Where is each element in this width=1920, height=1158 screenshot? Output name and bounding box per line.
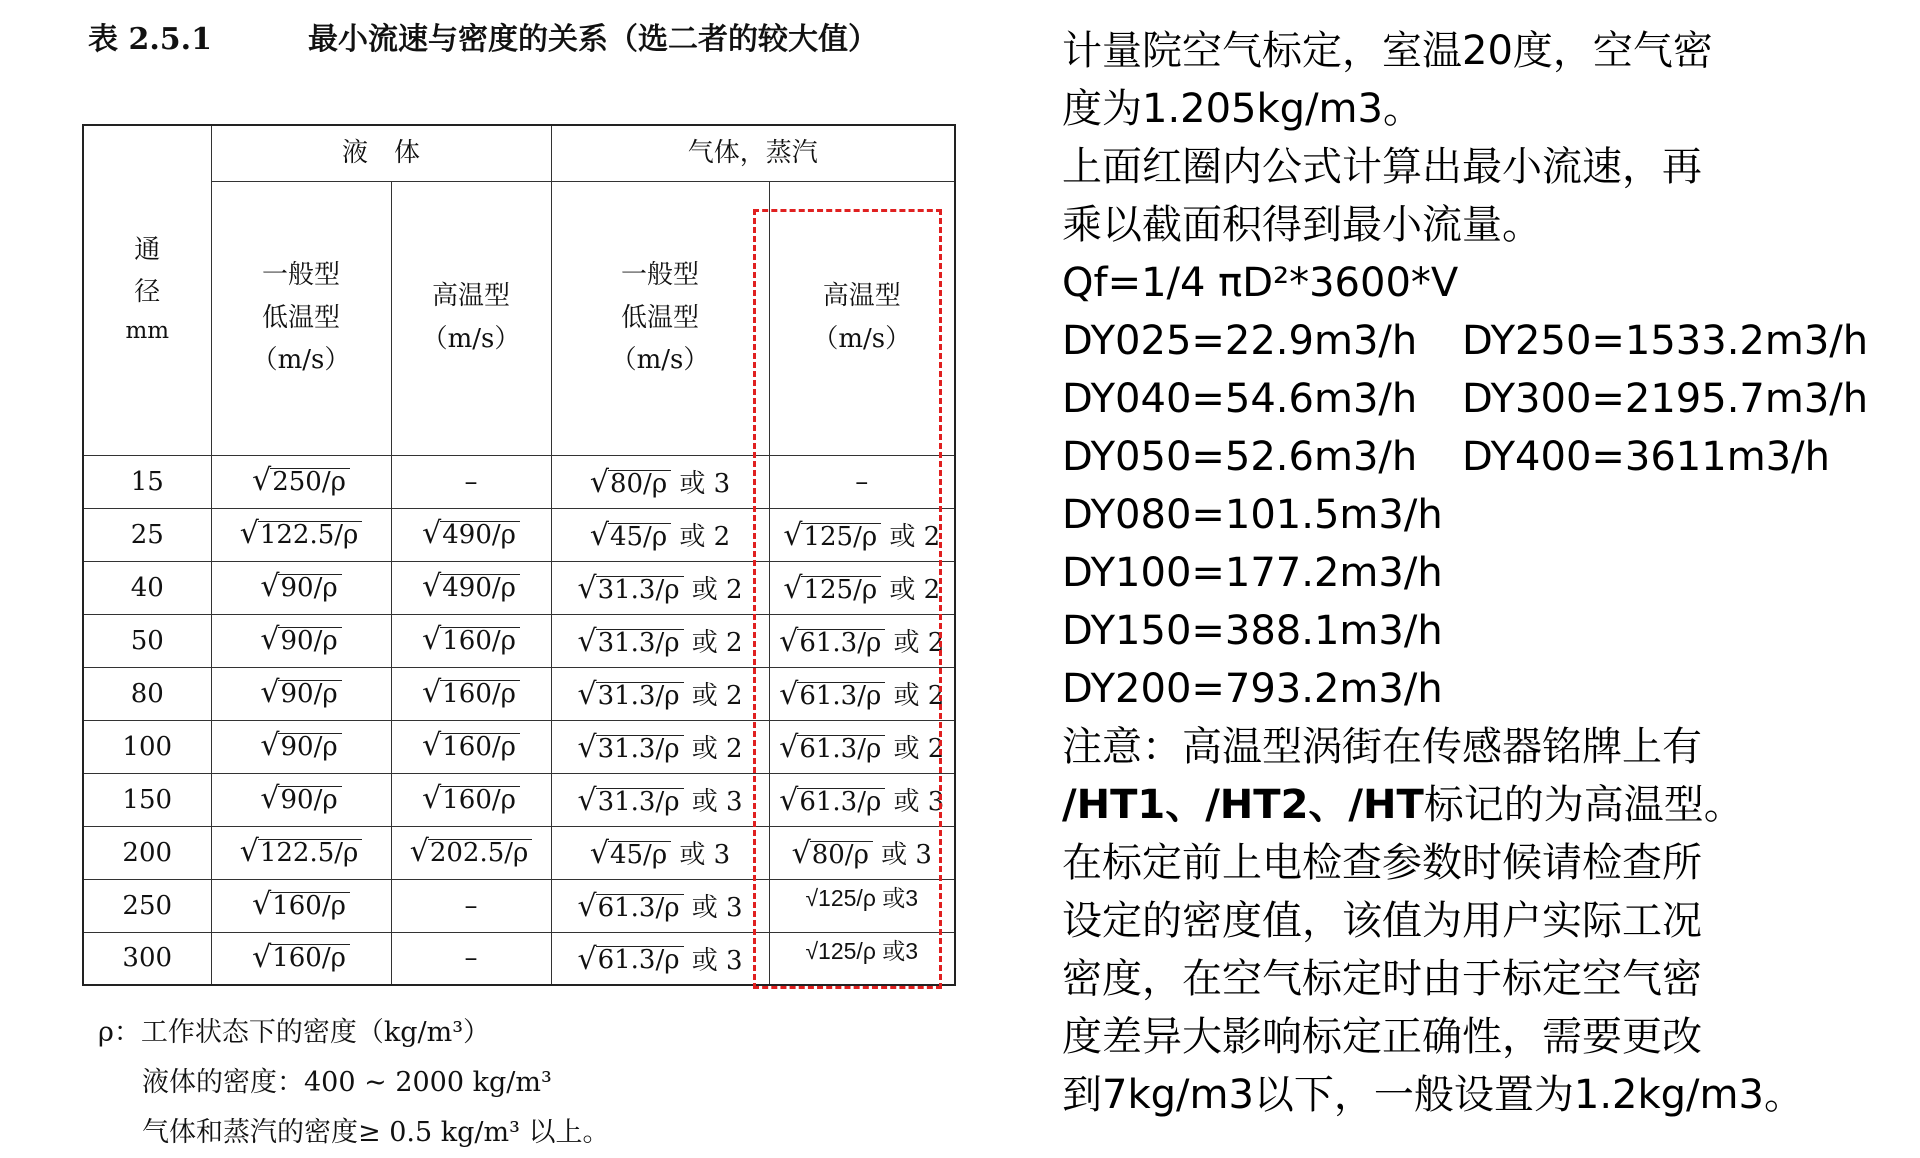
note-line: 在标定前上电检查参数时候请检查所 (1062, 840, 1702, 886)
formula-cell: √ 31.3/ρ 或 2 (551, 561, 769, 614)
formula-cell: √ 160/ρ (391, 773, 551, 826)
flow-formula: Qf=1/4 πD²*3600*V (1062, 260, 1459, 306)
formula-cell: √ 90/ρ (211, 720, 391, 773)
table-body (83, 455, 955, 985)
note-line: /HT1、/HT2、/HT标记的为高温型。 (1062, 782, 1744, 828)
formula-cell: √ 490/ρ (391, 561, 551, 614)
table-notes (98, 1008, 609, 1158)
formula-cell: √ 61.3/ρ 或 2 (769, 720, 955, 773)
formula-cell: √ 160/ρ (211, 932, 391, 985)
diameter-cell: 150 (83, 773, 211, 826)
table-row (83, 879, 955, 932)
diameter-cell: 100 (83, 720, 211, 773)
formula-cell: √ 80/ρ 或 3 (769, 826, 955, 879)
flow-dy400: DY400=3611m3/h (1462, 434, 1830, 480)
note-liquid-density: 液体的密度：400 ~ 2000 kg/m³ (142, 1067, 552, 1098)
formula-cell: √ 45/ρ 或 2 (551, 508, 769, 561)
formula-cell: √ 31.3/ρ 或 3 (551, 773, 769, 826)
flow-dy040: DY040=54.6m3/h (1062, 376, 1418, 422)
min-flow-velocity-table (82, 124, 956, 986)
liquid-header: 液 体 (211, 125, 551, 181)
note-line: 到7kg/m3以下，一般设置为1.2kg/m3。 (1062, 1072, 1804, 1118)
formula-cell: √ 202.5/ρ (391, 826, 551, 879)
diameter-cell: 15 (83, 455, 211, 508)
table-row (83, 720, 955, 773)
liquid-high-temp-header: 高温型 （m/s） (391, 181, 551, 455)
gas-general-low-header: 一般型 低温型 （m/s） (551, 181, 769, 455)
intro-line: 乘以截面积得到最小流量。 (1062, 202, 1542, 248)
diameter-cell: 250 (83, 879, 211, 932)
table-title (88, 14, 968, 58)
formula-cell: √ 61.3/ρ 或 2 (769, 614, 955, 667)
gas-header: 气体，蒸汽 (551, 125, 955, 181)
min-flow-list (1062, 312, 1912, 486)
liquid-general-low-header: 一般型 低温型 （m/s） (211, 181, 391, 455)
formula-cell: √ 160/ρ (391, 614, 551, 667)
formula-cell: √ 160/ρ (391, 720, 551, 773)
gas-high-temp-header: 高温型 （m/s） (769, 181, 955, 455)
formula-cell: √ 61.3/ρ 或 3 (551, 932, 769, 985)
formula-cell: – (769, 455, 955, 508)
table-row (83, 561, 955, 614)
intro-line: 计量院空气标定，室温20度，空气密 (1062, 28, 1713, 74)
diameter-cell: 80 (83, 667, 211, 720)
table-row (83, 614, 955, 667)
formula-cell: √ 31.3/ρ 或 2 (551, 667, 769, 720)
flow-dy025: DY025=22.9m3/h (1062, 318, 1418, 364)
formula-cell: √ 90/ρ (211, 667, 391, 720)
formula-cell: √ 160/ρ (211, 879, 391, 932)
intro-line: 上面红圈内公式计算出最小流速，再 (1062, 144, 1702, 190)
formula-cell: – (391, 455, 551, 508)
table-row (83, 667, 955, 720)
table-row (83, 508, 955, 561)
note-line: 密度，在空气标定时由于标定空气密 (1062, 956, 1702, 1002)
note-density-definition: ρ：工作状态下的密度（kg/m³） (98, 1017, 491, 1048)
table-row (83, 932, 955, 985)
diameter-cell: 50 (83, 614, 211, 667)
formula-cell: √ 90/ρ (211, 614, 391, 667)
formula-cell: √ 80/ρ 或 3 (551, 455, 769, 508)
flow-dy300: DY300=2195.7m3/h (1462, 376, 1869, 422)
note-line: 注意：高温型涡街在传感器铭牌上有 (1062, 724, 1702, 770)
handwritten-formula-cell: √125/ρ 或3 (769, 932, 955, 985)
table-row (83, 773, 955, 826)
ht-marking: /HT1、/HT2、/HT (1062, 782, 1424, 828)
formula-cell: √ 31.3/ρ 或 2 (551, 720, 769, 773)
formula-cell: √ 122.5/ρ (211, 826, 391, 879)
diameter-cell: 25 (83, 508, 211, 561)
handwritten-formula-cell: √125/ρ 或3 (769, 879, 955, 932)
note-line: 度差异大影响标定正确性，需要更改 (1062, 1014, 1702, 1060)
formula-cell: √ 160/ρ (391, 667, 551, 720)
formula-cell: √ 61.3/ρ 或 3 (551, 879, 769, 932)
diameter-header: 通 径 mm (83, 125, 211, 455)
table-row (83, 826, 955, 879)
formula-cell: √ 125/ρ 或 2 (769, 561, 955, 614)
flow-dy150: DY150=388.1m3/h (1062, 608, 1443, 654)
table-row (83, 455, 955, 508)
flow-dy250: DY250=1533.2m3/h (1462, 318, 1869, 364)
flow-dy050: DY050=52.6m3/h (1062, 434, 1418, 480)
formula-cell: √ 90/ρ (211, 773, 391, 826)
table-number: 表 2.5.1 (88, 22, 212, 57)
explanation-text (1062, 22, 1912, 1124)
formula-cell: √ 490/ρ (391, 508, 551, 561)
formula-cell: √ 125/ρ 或 2 (769, 508, 955, 561)
flow-dy100: DY100=177.2m3/h (1062, 550, 1443, 596)
formula-cell: – (391, 879, 551, 932)
flow-dy200: DY200=793.2m3/h (1062, 666, 1443, 712)
table-caption: 最小流速与密度的关系（选二者的较大值） (308, 22, 878, 57)
formula-cell: √ 90/ρ (211, 561, 391, 614)
diameter-cell: 40 (83, 561, 211, 614)
flow-dy080: DY080=101.5m3/h (1062, 492, 1443, 538)
intro-line: 度为1.205kg/m3。 (1062, 86, 1423, 132)
diameter-cell: 200 (83, 826, 211, 879)
formula-cell: – (391, 932, 551, 985)
formula-cell: √ 61.3/ρ 或 3 (769, 773, 955, 826)
formula-cell: √ 122.5/ρ (211, 508, 391, 561)
formula-cell: √ 31.3/ρ 或 2 (551, 614, 769, 667)
note-gas-density: 气体和蒸汽的密度≥ 0.5 kg/m³ 以上。 (142, 1117, 610, 1148)
formula-cell: √ 45/ρ 或 3 (551, 826, 769, 879)
formula-cell: √ 61.3/ρ 或 2 (769, 667, 955, 720)
formula-cell: √ 250/ρ (211, 455, 391, 508)
diameter-cell: 300 (83, 932, 211, 985)
note-line: 设定的密度值，该值为用户实际工况 (1062, 898, 1702, 944)
